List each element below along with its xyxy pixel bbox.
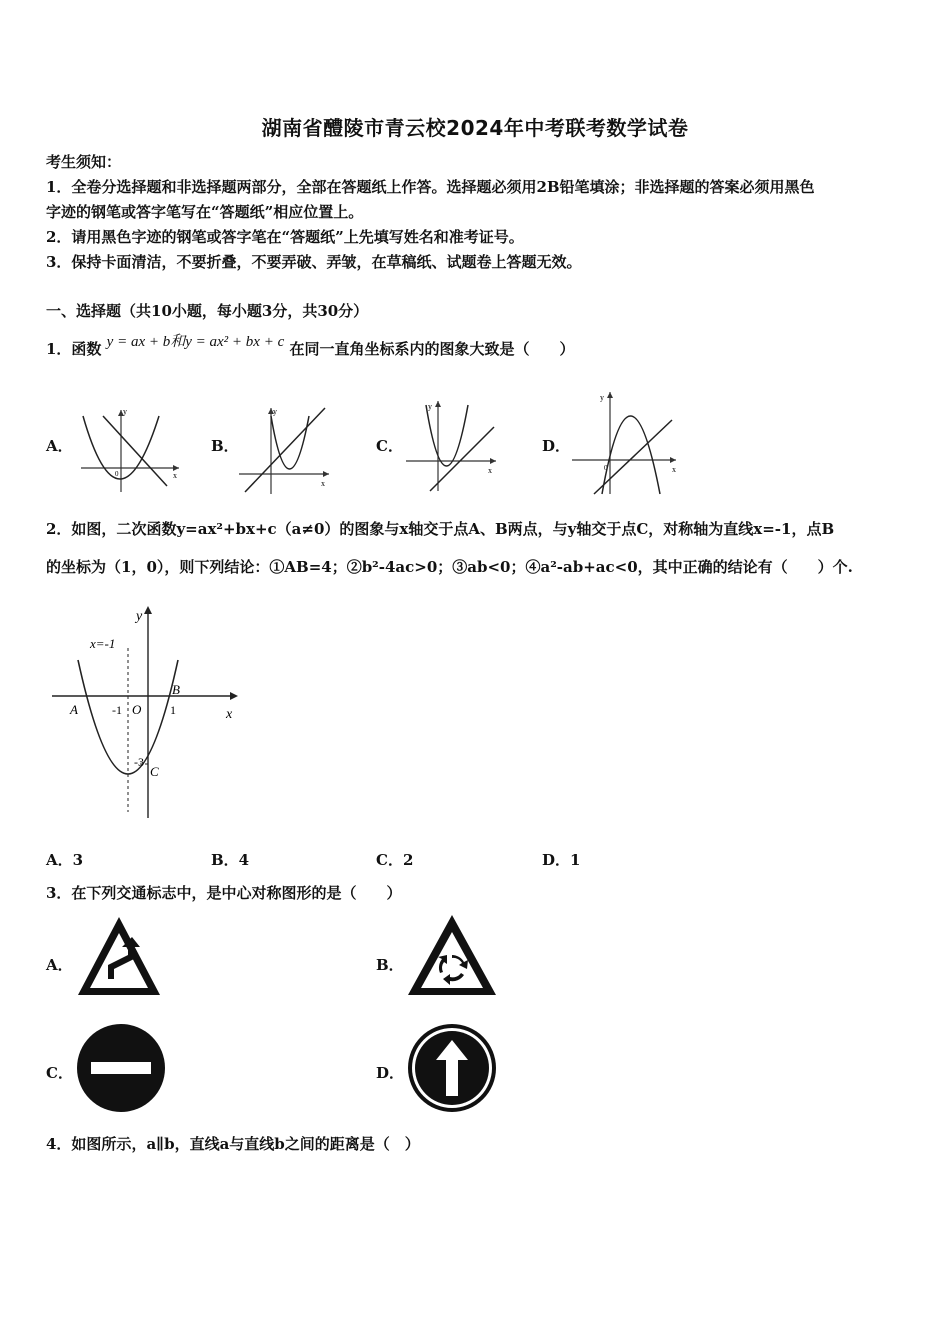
q2-neg3-label: -3 [134,755,144,769]
q2-option-d[interactable]: D．1 [542,851,581,869]
q2-point-c-label: C [150,764,159,779]
notice-item-1-cont: 字迹的钢笔或答字笔写在“答题纸”相应位置上。 [46,203,364,221]
q1-option-b-graph[interactable] [235,402,335,494]
q3-option-d-label[interactable]: D． [376,1064,405,1082]
question-3: 3．在下列交通标志中，是中心对称图形的是（ ） [46,884,402,902]
svg-text:x: x [173,471,177,480]
question-4: 4．如图所示，a∥b，直线a与直线b之间的距离是（ ） [46,1135,420,1153]
svg-text:0: 0 [604,464,608,472]
question-2-line-1: 2．如图，二次函数y=ax²+bx+c（a≠0）的图象与x轴交于点A、B两点，与y轴交于点C，对称轴为直线x=-1，点B [46,520,835,538]
svg-text:y: y [123,407,127,416]
q2-y-label: y [136,609,143,624]
svg-text:0: 0 [115,470,119,478]
notice-heading: 考生须知： [46,153,122,171]
q3-option-b-sign[interactable] [404,911,500,999]
svg-text:y: y [428,402,432,411]
q1-option-b-label[interactable]: B． [211,437,239,455]
q1-option-d-graph[interactable] [568,388,680,496]
notice-item-1: 1．全卷分选择题和非选择题两部分，全部在答题纸上作答。选择题必须用2B铅笔填涂；非选择题的答案必须用黑色 [46,178,815,196]
svg-text:x: x [321,479,325,488]
q3-option-a-sign[interactable] [74,913,164,999]
q3-option-a-label[interactable]: A． [46,956,73,974]
question-2-line-2: 的坐标为（1，0），则下列结论：①AB=4；②b²-4ac>0；③ab<0；④a²-ab+ac<0，其中正确的结论有（ ）个. [46,558,853,576]
no-entry-bar-icon [91,1062,151,1074]
notice-item-3: 3．保持卡面清洁，不要折叠，不要弄破、弄皱，在草稿纸、试题卷上答题无效。 [46,253,582,271]
svg-text:x: x [672,465,676,474]
q2-parabola-graph [46,600,246,822]
q3-option-c-label[interactable]: C． [46,1064,73,1082]
q2-x-label: x [226,707,233,722]
q1-option-c-label[interactable]: C． [376,437,403,455]
q1-option-d-label[interactable]: D． [542,437,571,455]
notice-item-2: 2．请用黑色字迹的钢笔或答字笔在“答题纸”上先填写姓名和准考证号。 [46,228,524,246]
q2-option-c[interactable]: C．2 [376,851,414,869]
q2-option-b[interactable]: B．4 [211,851,250,869]
q1-prefix: 1．函数 [46,340,102,358]
q1-formula: y = ax + b和y = ax² + bx + c [106,334,285,350]
q2-one-label: 1 [170,703,176,717]
q1-option-c-graph[interactable] [402,397,502,493]
q3-option-d-sign[interactable] [404,1022,500,1114]
q2-point-a-label: A [70,702,78,717]
svg-text:y: y [273,407,277,416]
q2-point-b-label: B [172,682,180,697]
q2-axis-of-symmetry-label: x=-1 [90,636,116,651]
question-1 [46,334,916,361]
q2-option-a[interactable]: A．3 [46,851,84,869]
q2-origin-label: O [132,702,142,717]
page-title: 湖南省醴陵市青云校2024年中考联考数学试卷 [261,116,689,140]
q2-neg1-label: -1 [112,703,122,717]
svg-text:y: y [600,393,604,402]
q3-option-b-label[interactable]: B． [376,956,404,974]
section-heading: 一、选择题（共10小题，每小题3分，共30分） [46,302,369,320]
svg-text:x: x [488,466,492,475]
q1-suffix: 在同一直角坐标系内的图象大致是（ ） [289,340,575,358]
q1-option-a-graph[interactable] [75,402,185,494]
q1-option-a-label[interactable]: A． [46,437,73,455]
q3-option-c-sign[interactable] [73,1022,169,1114]
